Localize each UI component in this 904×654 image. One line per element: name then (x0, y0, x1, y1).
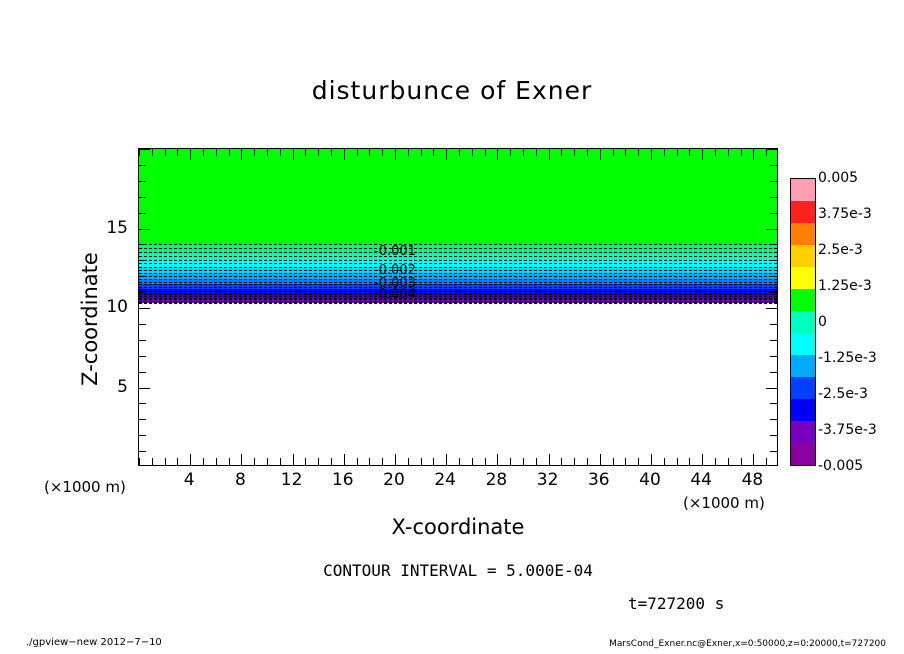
axis-tick (369, 458, 370, 465)
axis-tick (770, 324, 777, 325)
axis-tick (770, 435, 777, 436)
colorbar-tick-label: 0.005 (818, 170, 859, 186)
axis-tick (344, 149, 345, 160)
colorbar-cell (791, 267, 815, 289)
axis-tick (331, 458, 332, 465)
axis-tick (523, 458, 524, 465)
axis-tick (216, 458, 217, 465)
axis-tick (753, 454, 754, 465)
axis-tick (561, 149, 562, 156)
axis-tick (139, 229, 150, 230)
axis-tick (177, 458, 178, 465)
axis-tick (587, 149, 588, 156)
contour-interval-label: CONTOUR INTERVAL = 5.000E-04 (323, 561, 593, 580)
axis-tick (728, 458, 729, 465)
contour-line (139, 296, 777, 297)
axis-tick (741, 458, 742, 465)
axis-tick (382, 458, 383, 465)
axis-tick (293, 454, 294, 465)
contour-line (139, 276, 777, 277)
axis-tick (549, 454, 550, 465)
axis-tick (139, 149, 150, 150)
axis-tick (254, 458, 255, 465)
axis-tick (510, 149, 511, 156)
plot-area (138, 148, 778, 466)
axis-tick (715, 149, 716, 156)
axis-tick (753, 149, 754, 160)
contour-line (139, 303, 777, 304)
x-tick-label: 36 (587, 470, 610, 490)
axis-tick (766, 149, 777, 150)
contour-line (139, 244, 777, 245)
colorbar-tick-label: -1.25e-3 (818, 350, 877, 366)
axis-tick (139, 276, 146, 277)
axis-tick (766, 388, 777, 389)
axis-tick (446, 149, 447, 160)
contour-line (139, 260, 777, 261)
axis-tick (203, 149, 204, 156)
colorbar (790, 178, 816, 466)
axis-tick (625, 149, 626, 156)
axis-tick (638, 458, 639, 465)
colorbar-tick-label: -3.75e-3 (818, 422, 877, 438)
axis-tick (715, 458, 716, 465)
contour-label: -0.004 (374, 287, 416, 303)
x-tick-label: 16 (331, 470, 354, 490)
axis-tick (689, 458, 690, 465)
axis-tick (523, 149, 524, 156)
axis-tick (139, 260, 146, 261)
axis-tick (741, 149, 742, 156)
axis-tick (728, 149, 729, 156)
axis-tick (241, 454, 242, 465)
axis-tick (459, 458, 460, 465)
axis-tick (587, 458, 588, 465)
axis-tick (280, 458, 281, 465)
axis-tick (677, 458, 678, 465)
axis-tick (369, 149, 370, 156)
field-band (139, 149, 777, 244)
axis-tick (664, 458, 665, 465)
axis-tick (139, 165, 146, 166)
axis-tick (203, 458, 204, 465)
contour-line (139, 291, 777, 292)
axis-tick (267, 458, 268, 465)
axis-tick (770, 181, 777, 182)
axis-tick (574, 149, 575, 156)
colorbar-tick-label: -2.5e-3 (818, 386, 868, 402)
axis-tick (689, 149, 690, 156)
axis-tick (395, 149, 396, 160)
axis-tick (139, 197, 146, 198)
axis-tick (770, 403, 777, 404)
axis-tick (318, 458, 319, 465)
x-tick-label: 40 (639, 470, 661, 490)
axis-tick (770, 340, 777, 341)
axis-tick (408, 149, 409, 156)
contour-label: -0.002 (374, 263, 416, 279)
axis-tick (770, 276, 777, 277)
axis-tick (433, 149, 434, 156)
contour-line (139, 248, 777, 249)
y-axis-unit: (×1000 m) (44, 478, 126, 496)
colorbar-cell (791, 355, 815, 377)
axis-tick (770, 419, 777, 420)
colorbar-cell (791, 333, 815, 355)
axis-tick (770, 451, 777, 452)
axis-tick (177, 149, 178, 156)
footer-right-label: MarsCond_Exner.nc@Exner,x=0:50000,z=0:20000,t=727200 (609, 639, 886, 649)
axis-tick (664, 149, 665, 156)
axis-tick (600, 454, 601, 465)
axis-tick (305, 458, 306, 465)
contour-line (139, 256, 777, 257)
colorbar-cell (791, 399, 815, 421)
axis-tick (677, 149, 678, 156)
time-label: t=727200 s (628, 594, 725, 613)
axis-tick (190, 454, 191, 465)
axis-tick (152, 458, 153, 465)
axis-tick (216, 149, 217, 156)
contour-line (139, 284, 777, 285)
axis-tick (382, 149, 383, 156)
contour-line (139, 267, 777, 268)
axis-tick (613, 149, 614, 156)
axis-tick (344, 454, 345, 465)
axis-tick (485, 149, 486, 156)
axis-tick (139, 292, 146, 293)
axis-tick (770, 213, 777, 214)
axis-tick (600, 149, 601, 160)
axis-tick (395, 454, 396, 465)
x-axis-unit: (×1000 m) (683, 494, 765, 512)
page-title: disturbunce of Exner (311, 76, 593, 105)
axis-tick (485, 458, 486, 465)
axis-tick (139, 451, 146, 452)
colorbar-cell (791, 311, 815, 333)
contour-label: -0.001 (374, 244, 416, 260)
x-tick-label: 12 (280, 470, 303, 490)
axis-tick (613, 458, 614, 465)
axis-tick (152, 149, 153, 156)
axis-tick (357, 149, 358, 156)
axis-tick (421, 458, 422, 465)
contour-line (139, 252, 777, 253)
x-tick-label: 4 (183, 470, 195, 490)
axis-tick (139, 356, 146, 357)
axis-tick (421, 149, 422, 156)
contour-line (139, 287, 777, 288)
axis-tick (293, 149, 294, 160)
colorbar-tick-label: -0.005 (818, 458, 864, 474)
colorbar-cell (791, 201, 815, 223)
axis-tick (331, 149, 332, 156)
axis-tick (766, 229, 777, 230)
axis-tick (139, 403, 146, 404)
axis-tick (139, 308, 150, 309)
axis-tick (536, 458, 537, 465)
axis-tick (408, 458, 409, 465)
colorbar-tick-label: 1.25e-3 (818, 278, 872, 294)
colorbar-tick-label: 3.75e-3 (818, 206, 872, 222)
axis-tick (472, 149, 473, 156)
colorbar-cell (791, 245, 815, 267)
axis-tick (433, 458, 434, 465)
axis-tick (267, 149, 268, 156)
axis-tick (651, 149, 652, 160)
contour-line (139, 289, 777, 290)
contour-line (139, 294, 777, 295)
axis-tick (139, 372, 146, 373)
axis-tick (139, 149, 140, 156)
colorbar-cell (791, 179, 815, 201)
colorbar-cell (791, 377, 815, 399)
colorbar-cell (791, 421, 815, 443)
axis-tick (770, 197, 777, 198)
axis-tick (139, 181, 146, 182)
axis-tick (497, 149, 498, 160)
axis-tick (766, 458, 767, 465)
y-tick-label: 5 (117, 376, 128, 397)
axis-tick (139, 388, 150, 389)
axis-tick (770, 165, 777, 166)
axis-tick (139, 419, 146, 420)
x-axis-title: X-coordinate (391, 515, 525, 539)
contour-line (139, 273, 777, 274)
axis-tick (318, 149, 319, 156)
axis-tick (229, 458, 230, 465)
axis-tick (702, 454, 703, 465)
axis-tick (651, 454, 652, 465)
axis-tick (190, 149, 191, 160)
axis-tick (229, 149, 230, 156)
contour-line (139, 282, 777, 283)
axis-tick (549, 149, 550, 160)
axis-tick (770, 292, 777, 293)
axis-tick (638, 149, 639, 156)
colorbar-cell (791, 443, 815, 465)
colorbar-cell (791, 289, 815, 311)
axis-tick (536, 149, 537, 156)
axis-tick (702, 149, 703, 160)
footer-left-label: ./gpview−new 2012−7−10 (26, 637, 162, 648)
axis-tick (766, 149, 767, 156)
axis-tick (625, 458, 626, 465)
axis-tick (770, 260, 777, 261)
axis-tick (770, 372, 777, 373)
axis-tick (254, 149, 255, 156)
axis-tick (446, 454, 447, 465)
y-axis-title: Z-coordinate (78, 252, 102, 386)
axis-tick (139, 435, 146, 436)
y-tick-label: 10 (106, 297, 128, 317)
contour-line (139, 263, 777, 264)
contour-line (139, 279, 777, 280)
axis-tick (139, 340, 146, 341)
axis-tick (139, 324, 146, 325)
axis-tick (241, 149, 242, 160)
axis-tick (165, 149, 166, 156)
axis-tick (139, 458, 140, 465)
x-tick-label: 48 (741, 470, 764, 490)
x-tick-label: 28 (485, 470, 508, 490)
axis-tick (472, 458, 473, 465)
axis-tick (165, 458, 166, 465)
axis-tick (574, 458, 575, 465)
contour-label: -0.003 (374, 276, 416, 292)
contour-line (139, 270, 777, 271)
axis-tick (139, 244, 146, 245)
colorbar-tick-label: 0 (818, 314, 827, 330)
y-tick-label: 15 (106, 217, 128, 238)
axis-tick (770, 244, 777, 245)
axis-tick (139, 213, 146, 214)
axis-tick (459, 149, 460, 156)
axis-tick (280, 149, 281, 156)
axis-tick (770, 356, 777, 357)
x-tick-label: 44 (690, 470, 713, 490)
axis-tick (510, 458, 511, 465)
colorbar-tick-label: 2.5e-3 (818, 242, 863, 258)
axis-tick (561, 458, 562, 465)
x-tick-label: 24 (434, 470, 457, 490)
colorbar-cell (791, 223, 815, 245)
x-tick-label: 8 (234, 470, 246, 490)
axis-tick (357, 458, 358, 465)
x-tick-label: 20 (383, 470, 405, 490)
axis-tick (497, 454, 498, 465)
axis-tick (305, 149, 306, 156)
x-tick-label: 32 (536, 470, 559, 490)
axis-tick (766, 308, 777, 309)
